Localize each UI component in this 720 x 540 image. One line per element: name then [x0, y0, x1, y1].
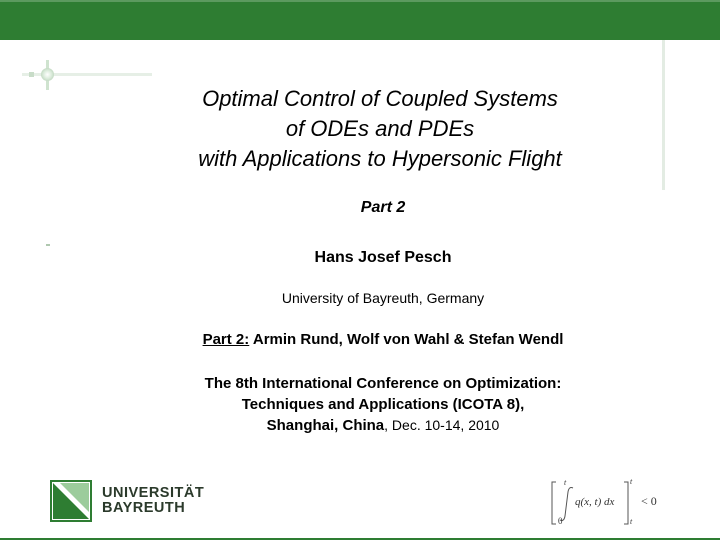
- formula-outer-upper-limit: t: [630, 477, 633, 486]
- formula-inner-upper-limit: t: [564, 478, 567, 487]
- coauthors-prefix: Part 2:: [202, 331, 250, 348]
- decoration-mark: [46, 244, 50, 246]
- formula-integrand: q(x, t) dx: [575, 496, 615, 508]
- top-bar: [0, 0, 720, 40]
- conference-line-2: Techniques and Applications (ICOTA 8),: [241, 396, 525, 413]
- title-line-1: Optimal Control of Coupled Systems: [202, 86, 558, 111]
- conference-line-1: The 8th International Conference on Optimization:: [204, 375, 562, 392]
- conference-dates: , Dec. 10-14, 2010: [384, 417, 500, 433]
- university-logo: [50, 480, 205, 522]
- top-bar-highlight: [0, 0, 720, 2]
- decoration-line-right: [662, 40, 665, 190]
- coauthors: [120, 331, 646, 348]
- university-logo-mark-icon: [50, 480, 92, 522]
- title-line-3: with Applications to Hypersonic Flight: [198, 146, 562, 171]
- conference-info: [120, 373, 646, 436]
- coauthors-names: Armin Rund, Wolf von Wahl & Stefan Wendl: [249, 331, 564, 348]
- title-line-2: of ODEs and PDEs: [285, 116, 475, 141]
- conference-line-3: [120, 415, 646, 436]
- formula-image: [548, 472, 673, 530]
- formula-outer-lower-limit: t: [630, 517, 633, 526]
- author-name: Hans Josef Pesch: [314, 249, 452, 266]
- part-label: Part 2: [360, 199, 406, 216]
- decoration-square: [29, 72, 34, 77]
- university-logo-text: [102, 486, 204, 516]
- university-logo-line-2: BAYREUTH: [102, 500, 186, 516]
- affiliation: University of Bayreuth, Germany: [281, 290, 485, 306]
- conference-location: Shanghai, China: [266, 417, 385, 434]
- decoration-dot: [41, 68, 54, 81]
- formula-comparison: < 0: [641, 494, 657, 508]
- university-logo-line-1: UNIVERSITÄT: [102, 485, 205, 501]
- formula-inner-lower-limit: 0: [558, 516, 563, 526]
- slide-title: [100, 84, 660, 174]
